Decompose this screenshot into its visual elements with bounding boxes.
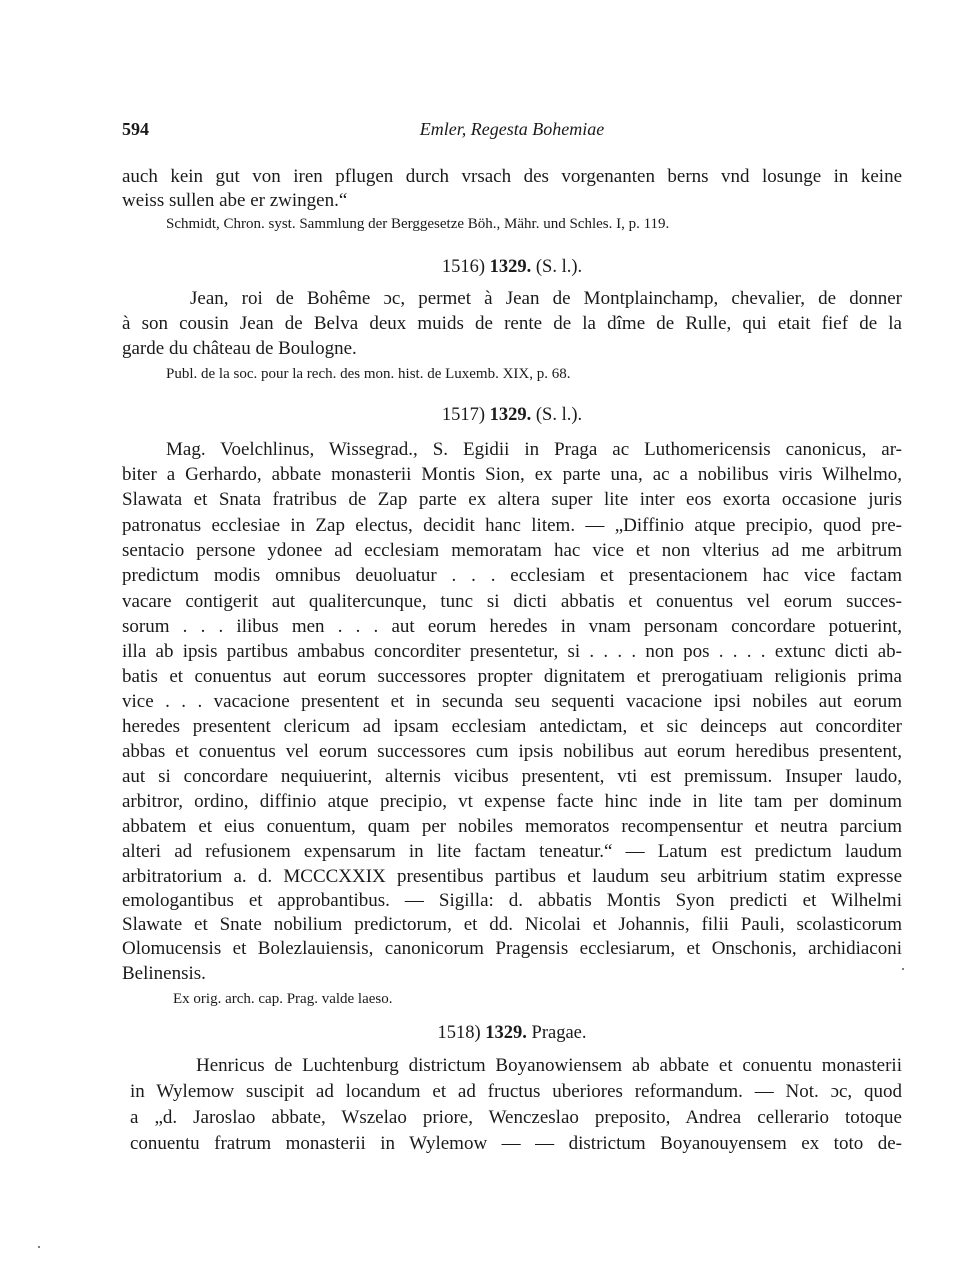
text-line: heredes presentent clericum ad ipsam ecclesiam antedictam, et sic deinceps aut concorditer [122,716,902,737]
entry-heading [122,255,902,279]
entry-heading [122,1021,902,1045]
text-line: alteri ad refusionem expensarum in lite factam teneatur.“ — Latum est predictum laudum [122,841,902,862]
entry-year: 1329. [485,1023,527,1043]
text-line: à son cousin Jean de Belva deux muids de rente de la dîme de Rulle, qui etait fief de la [122,313,902,334]
text-line: garde du château de Boulogne. [122,338,357,359]
scan-speck [38,1246,40,1248]
text-line: biter a Gerhardo, abbate monasterii Montis Sion, ex parte una, ac a nobilibus viris Wilhelmo, [122,464,902,485]
entry-number: 1516) [441,257,486,277]
text-line: emologantibus et approbantibus. — Sigilla: d. abbatis Montis Syon predicti et Wilhelmi [122,890,902,911]
text-line: Mag. Voelchlinus, Wissegrad., S. Egidii in Praga ac Luthomericensis canonicus, ar- [166,439,902,460]
text-line: Belinensis. [122,963,206,984]
running-title: Emler, Regesta Bohemiae [419,119,605,139]
page-header [122,119,902,143]
source-citation: Ex orig. arch. cap. Prag. valde laeso. [173,991,393,1007]
text-line: a „d. Jaroslao abbate, Wszelao priore, Wenczeslao preposito, Andrea cellerario totoque [130,1107,902,1128]
text-line: Olomucensis et Bolezlauiensis, canonicorum Pragensis ecclesiarum, et Onschonis, archidiaconi [122,938,902,959]
text-line: conuentu fratrum monasterii in Wylemow — — districtum Boyanouyensem ex toto de- [130,1133,902,1154]
text-line: sorum . . . ilibus men . . . aut eorum heredes in vnam personam concordare potuerint, [122,616,902,637]
entry-place: Pragae. [531,1023,587,1043]
text-line: Slawate et Snate nobilium predictorum, et dd. Nicolai et Johannis, filii Pauli, scolasticorum [122,914,902,935]
page-number: 594 [122,119,149,139]
text-line: Jean, roi de Bohême ɔc, permet à Jean de Montplainchamp, chevalier, de donner [190,288,902,309]
entry-heading [122,403,902,427]
entry-place: (S. l.). [535,405,583,425]
entry-year: 1329. [489,257,532,277]
text-line: arbitror, ordino, diffinio atque precipio, vt expense facte hinc inde in lite tam per dominum [122,791,902,812]
text-line: abbas et conuentus vel eorum successores cum ipsis nobilibus aut eorum heredibus presentent, [122,741,902,762]
entry-year: 1329. [489,405,532,425]
entry-number: 1517) [441,405,486,425]
source-citation: Schmidt, Chron. syst. Sammlung der Berggesetze Böh., Mähr. und Schles. I, p. 119. [166,216,670,232]
text-line: aut si concordare nequiuerint, alternis vicibus presentent, vti est premissum. Insuper laudo, [122,766,902,787]
scan-speck [902,968,904,970]
text-line: abbatem et eius conuentum, quam per nobiles memoratos recompensentur et neutra parcium [122,816,902,837]
text-line: Henricus de Luchtenburg districtum Boyanowiensem ab abbate et conuentu monasterii [196,1055,902,1076]
text-line: weiss sullen abe er zwingen.“ [122,190,348,211]
text-line: vacare contigerit aut qualitercunque, tunc si dicti abbatis et conuentus vel eorum succes- [122,591,902,612]
text-line: vice . . . vacacione presentent et in secunda seu sequenti vacacione ipsi nobiles aut eorum [122,691,902,712]
text-line: auch kein gut von iren pflugen durch vrsach des vorgenanten berns vnd losunge in keine [122,166,902,187]
text-line: in Wylemow suscipit ad locandum et ad fructus uberiores reformandum. — Not. ɔc, quod [130,1081,902,1102]
text-line: Slawata et Snata fratribus de Zap parte ex altera super lite inter eos exorta occasione juris [122,489,902,510]
text-line: patronatus ecclesiae in Zap electus, decidit hanc litem. — „Diffinio atque precipio, quod pre- [122,515,902,536]
text-line: batis et conuentus aut eorum successores propter dignitatem et prerogatiuam religionis prima [122,666,902,687]
entry-number: 1518) [437,1023,481,1043]
text-line: arbitratorium a. d. MCCCXXIX presentibus partibus et laudum seu arbitrium statim expresse [122,866,902,887]
text-line: sentacio persone ydonee ad ecclesiam memoratam hac vice et non vlterius ad me arbitrum [122,540,902,561]
entry-place: (S. l.). [535,257,583,277]
text-line: predictum modis omnibus deuoluatur . . . ecclesiam et presentacionem hac vice factam [122,565,902,586]
source-citation: Publ. de la soc. pour la rech. des mon. hist. de Luxemb. XIX, p. 68. [166,366,571,382]
text-line: illa ab ipsis partibus ambabus concorditer presentetur, si . . . . non pos . . . . extunc dicti ab- [122,641,902,662]
